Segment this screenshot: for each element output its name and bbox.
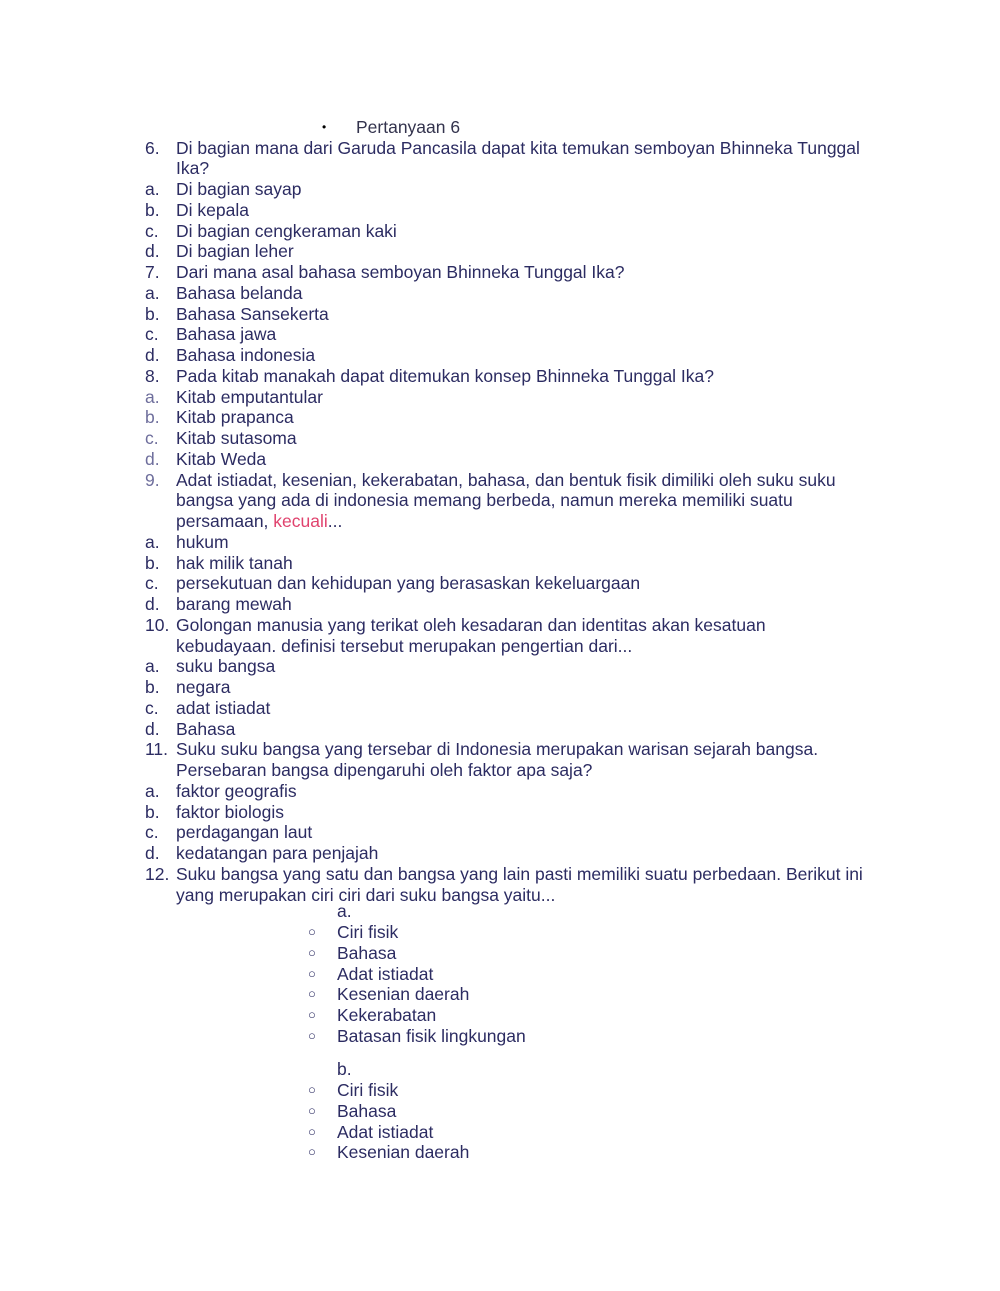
line-text: Ika? (176, 158, 210, 179)
list-marker: d. (145, 843, 160, 863)
line-text: Suku suku bangsa yang tersebar di Indonesia merupakan warisan sejarah bangsa. (176, 739, 819, 760)
circle-bullet-icon: ○ (308, 1123, 316, 1139)
list-marker: d. (145, 448, 160, 469)
list-marker: 6. (145, 137, 160, 158)
list-marker: c. (145, 697, 159, 718)
line-text: kebudayaan. definisi tersebut merupakan pengertian dari... (176, 635, 633, 656)
line-text: faktor geografis (176, 780, 297, 801)
sub-list-text: Adat istiadat (337, 963, 434, 984)
list-marker: b. (145, 801, 160, 822)
list-marker: d. (145, 594, 160, 614)
sub-list-text: Kesenian daerah (337, 1142, 470, 1163)
sub-list-text: Ciri fisik (337, 922, 399, 942)
sub-list-text: Bahasa (337, 1100, 397, 1121)
list-marker: c. (145, 573, 159, 594)
sub-list-text: Ciri fisik (337, 1080, 399, 1100)
line-text: Di bagian cengkeraman kaki (176, 220, 397, 241)
sub-list-text: Kesenian daerah (337, 984, 470, 1005)
line-text: Suku bangsa yang satu dan bangsa yang lain pasti memiliki suatu perbedaan. Berikut ini (176, 863, 863, 884)
circle-bullet-icon: ○ (308, 1007, 316, 1022)
line-text: barang mewah (176, 594, 292, 614)
list-marker: 8. (145, 365, 160, 386)
sub-list-text: Batasan fisik lingkungan (337, 1025, 526, 1046)
circle-bullet-icon: ○ (308, 1082, 316, 1097)
line-text: Di kepala (176, 199, 249, 220)
line-text: hukum (176, 531, 229, 552)
list-marker: d. (145, 241, 160, 262)
line-text: Kitab prapanca (176, 407, 294, 428)
list-marker: c. (145, 428, 159, 448)
list-marker: a. (145, 780, 160, 801)
line-text: Persebaran bangsa dipengaruhi oleh faktor apa saja? (176, 760, 593, 780)
line-text: Pada kitab manakah dapat ditemukan konsep Bhinneka Tunggal Ika? (176, 365, 715, 386)
line-text: negara (176, 677, 231, 697)
circle-bullet-icon: ○ (308, 1027, 316, 1043)
sub-list-text: Bahasa (337, 942, 397, 963)
line-text: Adat istiadat, kesenian, kekerabatan, bahasa, dan bentuk fisik dimiliki oleh suku suku (176, 469, 836, 490)
circle-bullet-icon: ○ (308, 924, 316, 939)
line-text: bangsa yang ada di indonesia memang berbeda, namun mereka memiliki suatu (176, 490, 793, 511)
sub-list-text: Kekerabatan (337, 1005, 437, 1025)
line-text: Bahasa belanda (176, 282, 303, 303)
list-marker: 11. (145, 739, 169, 760)
list-marker: b. (145, 199, 160, 220)
line-text: adat istiadat (176, 697, 271, 718)
highlight-word: kecuali (273, 511, 328, 531)
list-marker: 12. (145, 863, 170, 884)
line-text: perdagangan laut (176, 822, 313, 843)
line-text: Kitab Weda (176, 448, 267, 469)
line-text: Bahasa jawa (176, 324, 277, 345)
list-marker: b. (145, 552, 160, 573)
line-text: Bahasa indonesia (176, 345, 316, 365)
list-marker: d. (145, 345, 160, 365)
line-text: Di bagian sayap (176, 179, 302, 199)
line-text: Dari mana asal bahasa semboyan Bhinneka Tunggal Ika? (176, 262, 625, 282)
circle-bullet-icon: ○ (308, 944, 316, 960)
worksheet-page: • Pertanyaan 6 6. Di bagian mana dari Garuda Pancasila dapat kita temukan semboyan Bhinneka Tunggal Ika? a. Di bagian sayap b. Di kepala c. Di bagian cengkeraman kaki d. Di bagian leher 7. Dari mana asal bahasa semboyan Bhinneka Tunggal Ika? a. Bahasa belanda b. Bahasa Sansekerta c. Bahasa jawa d. Bahasa indonesia 8. Pada kitab manakah dapat ditemukan konsep Bhinneka Tunggal Ika? a. Kitab emputantular b. Kitab prapanca c. Kitab sutasoma d. Kitab Weda 9. Adat istiadat, kesenian, kekerabatan, bahasa, dan bentuk fisik dimiliki oleh suku suku bangsa yang ada di indonesia memang berbeda, namun mereka memiliki suatu persamaan, kecuali... a. hukum b. hak milik tanah c. persekutuan dan kehidupan yang berasaskan kekeluargaan d. barang mewah 10. Golongan manusia yang terikat oleh kesadaran dan identitas akan kesatuan kebudayaan. definisi tersebut merupakan pengertian dari... a. suku bangsa b. negara c. adat istiadat d. Bahasa 11. Suku suku bangsa yang tersebar di Indonesia merupakan warisan sejarah bangsa. Persebaran bangsa dipengaruhi oleh faktor apa saja? a. faktor geografis b. faktor biologis c. perdagangan laut d. kedatangan para penjajah 12. Suku bangsa yang satu dan bangsa yang lain pasti memiliki suatu perbedaan. Berikut ini yang merupakan ciri ciri dari suku bangsa yaitu... a. ○ Ciri fisik ○ Bahasa ○ Adat istiadat ○ Kesenian daerah ○ Kekerabatan ○ Batasan fisik lingkungan b. ○ Ciri fisik ○ Bahasa ○ Adat istiadat ○ Kesenian daerah (145, 117, 863, 1163)
list-marker: c. (145, 324, 159, 345)
bullet-icon: • (322, 120, 327, 134)
line-text: persamaan, kecuali... (176, 511, 343, 531)
line-text: kedatangan para penjajah (176, 843, 379, 863)
line-text: persekutuan dan kehidupan yang berasaskan kekeluargaan (176, 573, 641, 594)
list-marker: a. (145, 656, 160, 677)
line-text: Kitab emputantular (176, 386, 323, 407)
list-marker: 7. (145, 262, 160, 282)
line-text: yang merupakan ciri ciri dari suku bangsa yaitu... (176, 884, 556, 905)
list-marker: b. (145, 303, 160, 324)
list-marker: b. (145, 407, 160, 428)
line-text: faktor biologis (176, 801, 284, 822)
circle-bullet-icon: ○ (308, 1102, 316, 1118)
list-marker: 10. (145, 614, 170, 635)
line-text: Kitab sutasoma (176, 428, 297, 448)
list-marker: c. (145, 822, 159, 843)
list-marker: d. (145, 718, 160, 739)
list-marker: a. (145, 386, 160, 407)
circle-bullet-icon: ○ (308, 986, 316, 1002)
section-heading-text: Pertanyaan 6 (356, 117, 461, 137)
sub-list-text: Adat istiadat (337, 1121, 434, 1142)
list-marker: a. (145, 179, 160, 199)
list-marker: b. (145, 677, 160, 697)
line-text: Bahasa Sansekerta (176, 303, 329, 324)
line-text: suku bangsa (176, 656, 276, 677)
circle-bullet-icon: ○ (308, 1144, 316, 1160)
list-marker: 9. (145, 469, 160, 490)
line-text: Di bagian mana dari Garuda Pancasila dapat kita temukan semboyan Bhinneka Tunggal (176, 137, 860, 158)
circle-bullet-icon: ○ (308, 965, 316, 981)
list-marker: a. (145, 282, 160, 303)
list-marker: a. (145, 531, 160, 552)
line-text: Bahasa (176, 718, 236, 739)
line-text: Golongan manusia yang terikat oleh kesadaran dan identitas akan kesatuan (176, 614, 766, 635)
line-text: hak milik tanah (176, 552, 293, 573)
line-text: Di bagian leher (176, 241, 294, 262)
list-marker: c. (145, 220, 159, 241)
